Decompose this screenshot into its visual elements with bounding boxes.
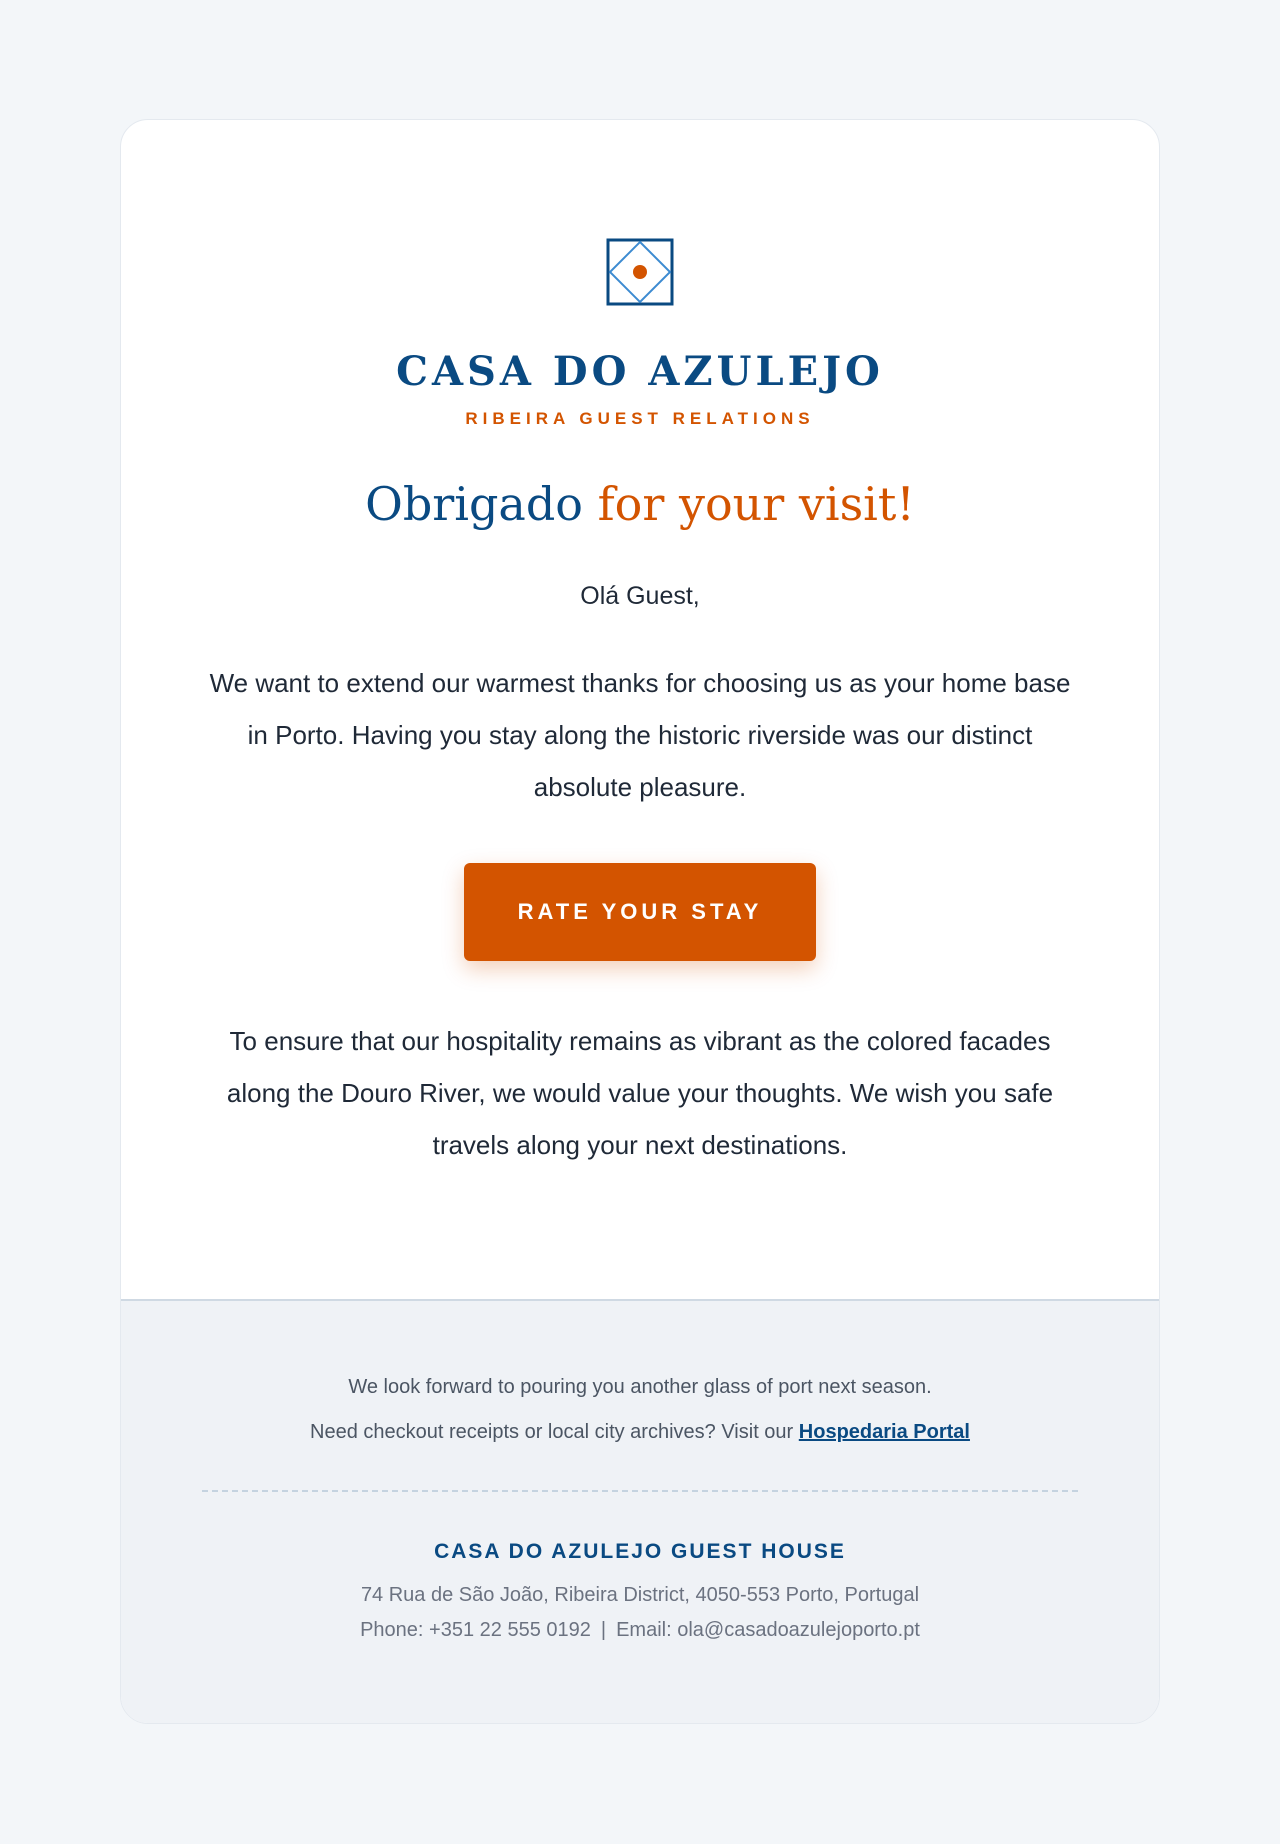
footer-message: We look forward to pouring you another glass of port next season. [348,1376,932,1398]
cta-wrapper [121,863,1159,961]
footer-contact [121,1619,1159,1642]
footer-portal-line [121,1421,1159,1444]
greeting: Olá Guest, [580,581,700,610]
email-main [121,120,1159,1300]
email-footer [121,1299,1159,1724]
brand-name: CASA DO AZULEJO [396,348,884,395]
headline-obrigado: Obrigado [365,477,583,531]
brand-tagline: RIBEIRA GUEST RELATIONS [465,409,815,428]
closing-paragraph: To ensure that our hospitality remains as vibrant as the colored facades along the Douro River, we would value your thoughts. We wish you safe travels along your next destinations. [226,1025,1054,1160]
headline-thanks: for your visit! [597,477,915,531]
footer-divider [202,1490,1078,1492]
footer-phone: Phone: +351 22 555 0192 [360,1619,591,1641]
rate-your-stay-button[interactable]: RATE YOUR STAY [464,863,816,961]
footer-portal-prefix: Need checkout receipts or local city archives? Visit our [310,1421,794,1443]
footer-separator: | [600,1619,607,1641]
azulejo-tile-icon [606,238,674,306]
hospedaria-portal-link[interactable]: Hospedaria Portal [798,1421,970,1443]
email-card [120,119,1160,1724]
footer-address: 74 Rua de São João, Ribeira District, 4050-553 Porto, Portugal [360,1584,920,1606]
footer-email: Email: ola@casadoazulejoporto.pt [616,1619,920,1641]
intro-paragraph: We want to extend our warmest thanks for choosing us as your home base in Porto. Having you stay along the historic riverside was our distinct absolute pleasure. [209,667,1071,802]
footer-company-name: CASA DO AZULEJO GUEST HOUSE [434,1540,846,1563]
headline [121,479,1159,530]
